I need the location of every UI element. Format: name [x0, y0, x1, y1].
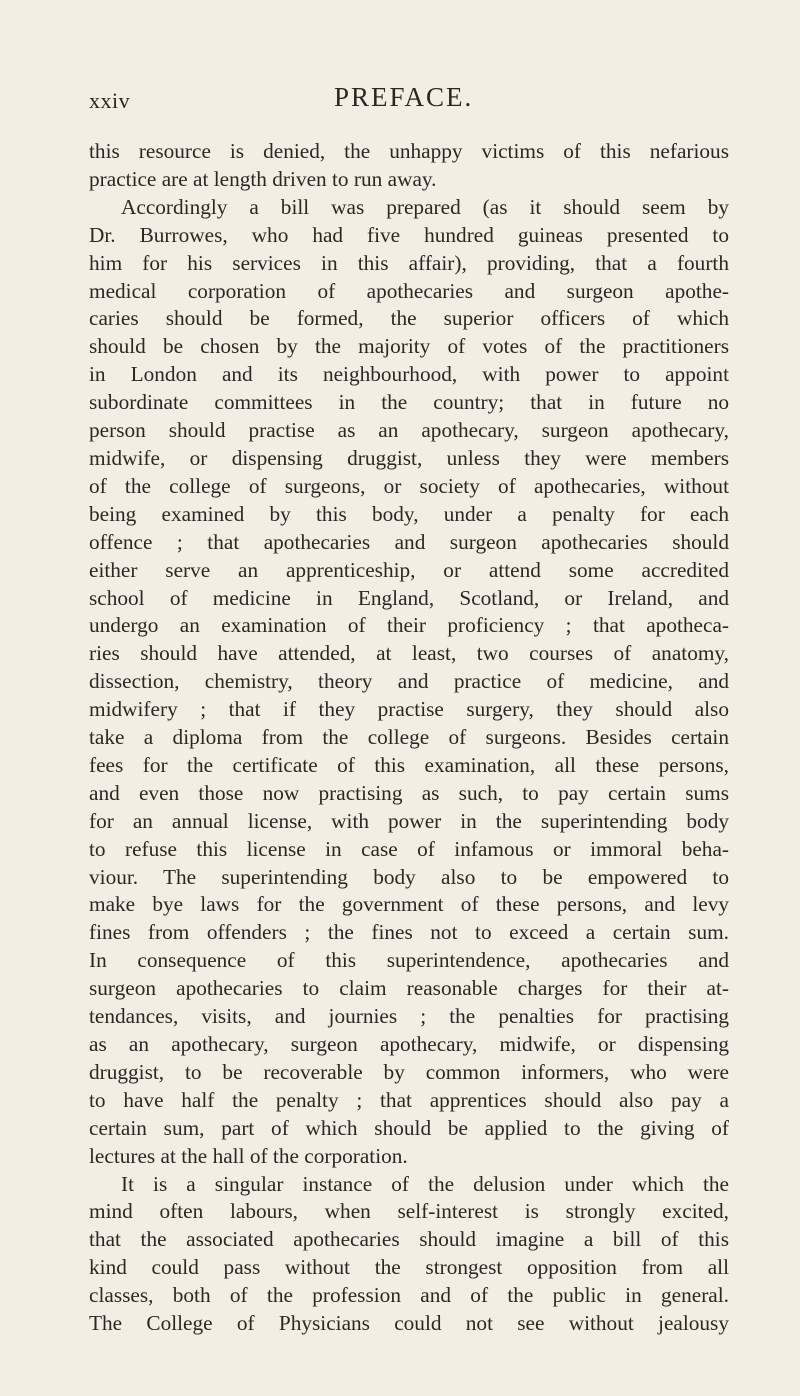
body-text	[89, 138, 729, 1338]
text-line: him for his services in this affair), providing, that a fourth	[89, 250, 729, 275]
text-line: for an annual license, with power in the superintending body	[89, 808, 729, 833]
text-line: Accordingly a bill was prepared (as it should seem by	[121, 194, 729, 219]
text-line: that the associated apothecaries should imagine a bill of this	[89, 1227, 729, 1252]
running-title: PREFACE.	[334, 82, 474, 112]
text-line: classes, both of the profession and of the public in general.	[89, 1283, 729, 1308]
text-line: undergo an examination of their proficiency ; that apotheca-	[89, 613, 729, 638]
text-line: make bye laws for the government of these persons, and levy	[89, 892, 729, 917]
text-line: surgeon apothecaries to claim reasonable charges for their at-	[89, 976, 729, 1001]
text-line: fees for the certificate of this examination, all these persons,	[89, 752, 729, 777]
text-line: It is a singular instance of the delusion under which the	[121, 1171, 729, 1196]
text-line: tendances, visits, and journies ; the penalties for practising	[89, 1004, 729, 1029]
text-line: mind often labours, when self-interest is strongly excited,	[89, 1199, 729, 1224]
text-line: of the college of surgeons, or society of apothecaries, without	[89, 473, 729, 498]
running-head	[89, 82, 729, 122]
text-line: being examined by this body, under a penalty for each	[89, 501, 729, 526]
text-line: viour. The superintending body also to be empowered to	[89, 864, 729, 889]
text-line: practice are at length driven to run away.	[89, 166, 437, 191]
text-line: medical corporation of apothecaries and surgeon apothe-	[89, 278, 729, 303]
text-line: and even those now practising as such, to pay certain sums	[89, 780, 729, 805]
text-line: school of medicine in England, Scotland, or Ireland, and	[89, 585, 729, 610]
text-line: to refuse this license in case of infamous or immoral beha-	[89, 836, 729, 861]
paragraph	[89, 138, 729, 194]
text-line: offence ; that apothecaries and surgeon apothecaries should	[89, 529, 729, 554]
text-line: midwifery ; that if they practise surgery, they should also	[89, 697, 729, 722]
text-line: In consequence of this superintendence, apothecaries and	[89, 948, 729, 973]
text-line: this resource is denied, the unhappy victims of this nefarious	[89, 139, 729, 163]
text-line: either serve an apprenticeship, or attend some accredited	[89, 557, 729, 582]
text-line: druggist, to be recoverable by common informers, who were	[89, 1059, 729, 1084]
text-line: as an apothecary, surgeon apothecary, midwife, or dispensing	[89, 1032, 729, 1056]
text-line: dissection, chemistry, theory and practice of medicine, and	[89, 669, 729, 694]
text-line: ries should have attended, at least, two courses of anatomy,	[89, 641, 729, 666]
text-line: lectures at the hall of the corporation.	[89, 1143, 408, 1168]
text-line: take a diploma from the college of surgeons. Besides certain	[89, 725, 729, 750]
paragraph	[89, 1171, 729, 1338]
text-line: person should practise as an apothecary, surgeon apothecary,	[89, 418, 729, 443]
text-line: kind could pass without the strongest opposition from all	[89, 1255, 729, 1280]
page-number: xxiv	[89, 88, 131, 113]
paragraph	[89, 194, 729, 1171]
text-line: caries should be formed, the superior officers of which	[89, 306, 729, 331]
text-line: to have half the penalty ; that apprentices should also pay a	[89, 1087, 729, 1112]
text-line: subordinate committees in the country; that in future no	[89, 390, 729, 415]
text-line: in London and its neighbourhood, with power to appoint	[89, 362, 729, 387]
text-line: fines from offenders ; the fines not to exceed a certain sum.	[89, 920, 729, 945]
text-line: certain sum, part of which should be applied to the giving of	[89, 1115, 729, 1140]
text-line: The College of Physicians could not see without jealousy	[89, 1311, 729, 1336]
text-line: Dr. Burrowes, who had five hundred guineas presented to	[89, 222, 729, 247]
text-line: midwife, or dispensing druggist, unless they were members	[89, 445, 729, 470]
text-line: should be chosen by the majority of votes of the practitioners	[89, 334, 729, 359]
